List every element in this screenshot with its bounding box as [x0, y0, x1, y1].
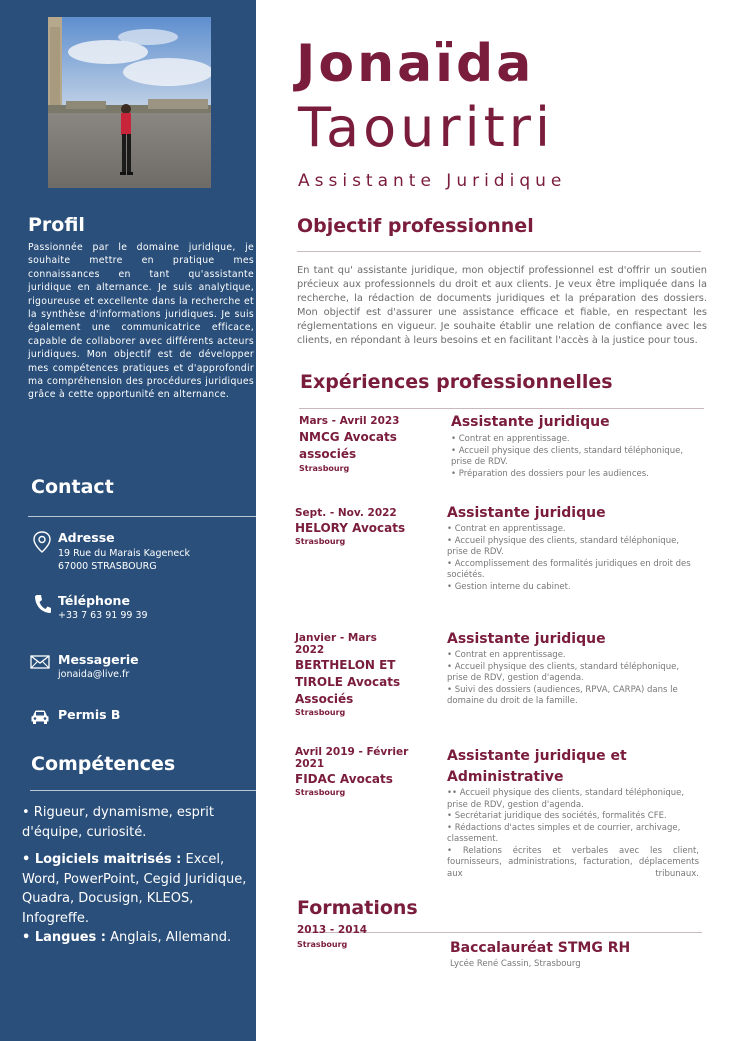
phone-link[interactable]: +33 7 63 91 99 39: [58, 610, 148, 621]
experience-company: NMCG Avocats associés: [299, 430, 397, 461]
experience-detail: • Contrat en apprentissage.: [447, 524, 566, 534]
experience-entry-3-left: [295, 632, 405, 717]
address-line2: 67000 STRASBOURG: [58, 561, 157, 572]
experience-entry-4-left: [295, 746, 440, 797]
experience-entry-2-right: [447, 503, 705, 593]
experience-date: Janvier - Mars 2022: [295, 632, 377, 656]
skill-languages-label: • Langues :: [22, 930, 106, 945]
profil-title: Profil: [28, 214, 85, 236]
profil-text: Passionnée par le domaine juridique, je souhaite mettre en pratique mes connaissances en tant qu'assistante juridique en alternance. Je suis analytique, rigoureuse et excellente dans la recherche et la synthèse d'informations juridiques. Je suis également une communicatrice efficace, capable de collaborer avec différents acteurs juridiques. Mon objectif est de développer mes compétences pratiques et d'approfondir ma compréhension des procédures juridiques grâce à cette opportunité en alternance.: [28, 242, 254, 401]
experience-city: Strasbourg: [295, 537, 346, 546]
experience-divider: [299, 408, 704, 409]
contact-divider: [28, 516, 256, 517]
experience-detail: • Secrétariat juridique des sociétés, formalités CFE.: [447, 811, 667, 821]
address-line1: 19 Rue du Marais Kageneck: [58, 548, 190, 559]
experience-date: Sept. - Nov. 2022: [295, 507, 397, 519]
experience-entry-1-right: [451, 412, 711, 480]
experience-company: BERTHELON ET TIROLE Avocats Associés: [295, 658, 401, 706]
experience-date: Avril 2019 - Février 2021: [295, 746, 409, 770]
experience-detail: • Accueil physique des clients, standard téléphonique, prise de RDV.: [451, 445, 684, 467]
experience-detail: • Suivi des dossiers (audiences, RPVA, CARPA) dans le domaine du droit de la famille.: [447, 684, 678, 706]
experience-entry-2-left: [295, 507, 440, 546]
last-name: Taouritri: [298, 96, 554, 159]
envelope-icon: [30, 654, 50, 674]
experience-detail: • Accueil physique des clients, standard téléphonique, prise de RDV, gestion d'agenda.: [447, 661, 680, 683]
experience-entry-1-left: [299, 415, 439, 473]
education-date: 2013 - 2014: [297, 924, 368, 936]
location-pin-icon: [32, 531, 52, 551]
skill-software-value: Excel, Word, PowerPoint, Cegid Juridique, Quadra, Docusign, KLEOS, Infogreffe.: [22, 852, 247, 926]
experience-details: [451, 434, 701, 480]
skill-item-languages: [22, 928, 254, 948]
experience-detail: • Contrat en apprentissage.: [447, 650, 566, 660]
objective-title: Objectif professionnel: [297, 215, 534, 237]
education-degree: Baccalauréat STMG RH: [450, 940, 631, 956]
skills-divider: [30, 790, 256, 791]
experience-title: Expériences professionnelles: [300, 371, 613, 393]
experience-detail: • Gestion interne du cabinet.: [447, 581, 571, 592]
first-name: Jonaïda: [296, 34, 535, 94]
experience-entry-3-right: [447, 629, 705, 708]
experience-role: Assistante juridique et Administrative: [447, 748, 627, 785]
car-icon: [30, 709, 50, 729]
experience-company: HELORY Avocats: [295, 521, 406, 535]
education-title: Formations: [297, 897, 418, 919]
contact-title: Contact: [31, 476, 114, 498]
experience-detail: • Accueil physique des clients, standard téléphonique, prise de RDV.: [447, 535, 680, 557]
skill-item-software: [22, 850, 254, 928]
profile-photo: [48, 17, 211, 188]
profile-photo-image: [48, 17, 211, 188]
skill-languages-value: Anglais, Allemand.: [106, 930, 232, 945]
experience-entry-4-right: [447, 746, 705, 880]
skill-item-qualities: • Rigueur, dynamisme, esprit d'équipe, curiosité.: [22, 805, 214, 840]
experience-detail: •• Accueil physique des clients, standard téléphonique, prise de RDV, gestion d'agenda.: [447, 788, 685, 810]
skills-title: Compétences: [31, 753, 176, 775]
experience-detail: • Accomplissement des formalités juridiques en droit des sociétés.: [447, 558, 691, 580]
experience-city: Strasbourg: [299, 464, 350, 473]
experience-company: FIDAC Avocats: [295, 772, 393, 786]
experience-details: [447, 524, 699, 593]
experience-detail: • Rédactions d'actes simples et de courrier, archivage, classement.: [447, 822, 681, 844]
experience-details: [447, 788, 699, 880]
job-title: Assistante Juridique: [298, 171, 567, 191]
experience-city: Strasbourg: [295, 788, 346, 797]
phone-icon: [34, 594, 54, 614]
experience-role: Assistante juridique: [447, 505, 606, 521]
experience-role: Assistante juridique: [447, 631, 606, 647]
objective-divider: [297, 251, 701, 252]
experience-detail: • Contrat en apprentissage.: [451, 434, 570, 444]
experience-detail: • Relations écrites et verbales avec les client, fournisseurs, administrations, facturation, déplacements aux tribunaux.: [447, 845, 699, 879]
experience-city: Strasbourg: [295, 708, 346, 717]
skill-software-label: • Logiciels maitrisés :: [22, 852, 182, 867]
experience-details: [447, 650, 699, 708]
email-link[interactable]: jonaida@live.fr: [58, 669, 130, 680]
phone-label: Téléphone: [58, 593, 130, 608]
address-label: Adresse: [58, 530, 115, 545]
education-city: Strasbourg: [297, 940, 348, 949]
objective-text: En tant qu' assistante juridique, mon objectif professionnel est d'offrir un soutien précieux aux professionnels du droit et aux clients. Je veux être impliquée dans la recherche, la rédaction de documents juridiques et la préparation des dossiers. Mon objectif est d'assurer une assistance efficace et fiable, en respectant les réglementations en vigueur. Je souhaite établir une relation de confiance avec les clients, en répondant à leurs besoins et en facilitant l'accès à la justice pour tous.: [297, 265, 707, 346]
email-label: Messagerie: [58, 652, 139, 667]
license-label: Permis B: [58, 707, 121, 722]
experience-role: Assistante juridique: [451, 414, 610, 430]
experience-detail: • Préparation des dossiers pour les audiences.: [451, 468, 649, 479]
education-school: Lycée René Cassin, Strasbourg: [450, 959, 581, 969]
experience-date: Mars - Avril 2023: [299, 415, 400, 427]
